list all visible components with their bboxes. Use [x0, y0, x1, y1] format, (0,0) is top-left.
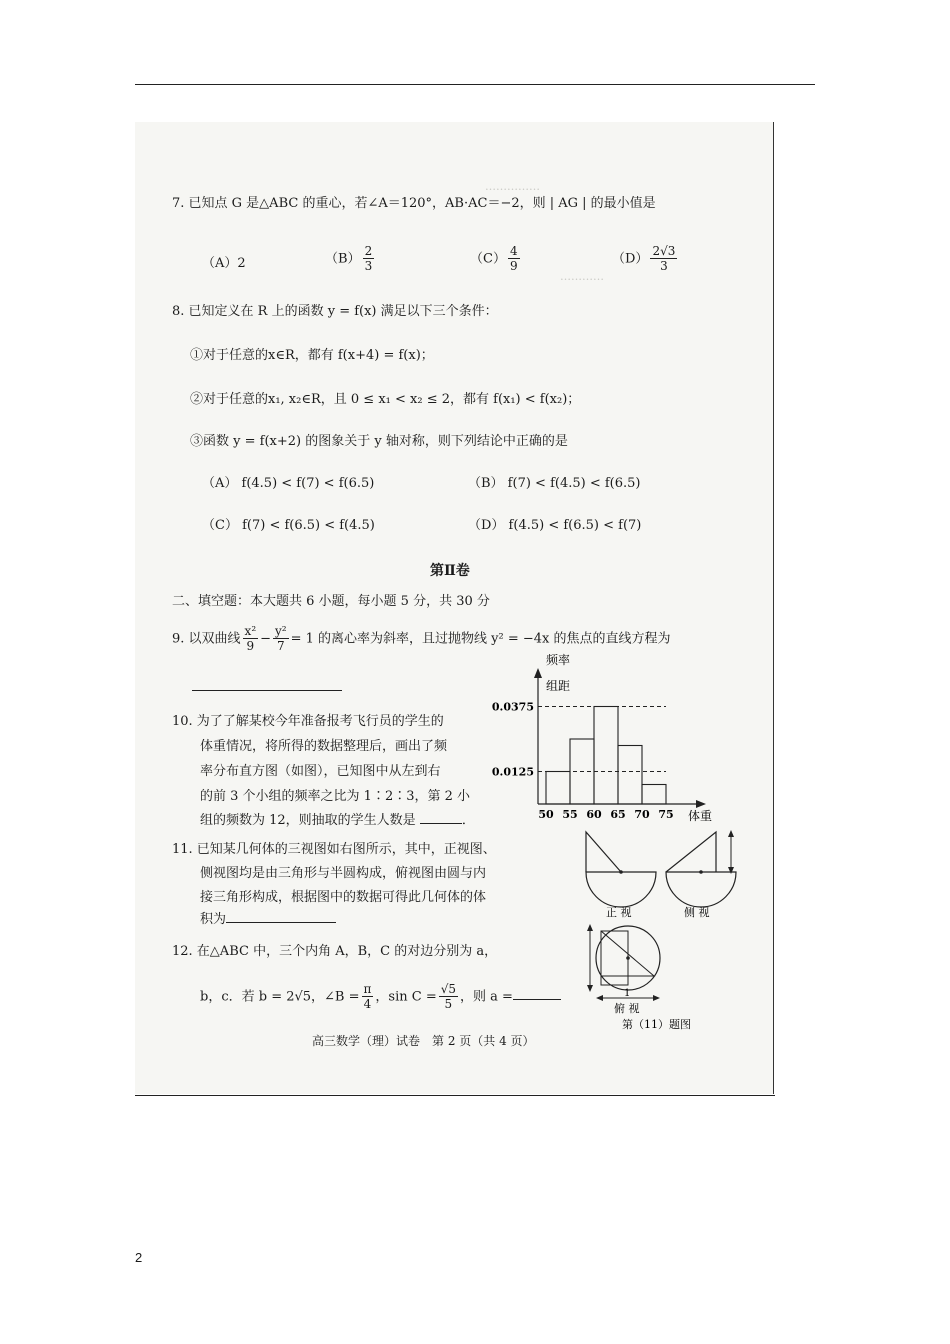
q7-option-a: （A）2: [202, 256, 246, 271]
q11-line-1: 11. 已知某几何体的三视图如右图所示，其中，正视图、: [172, 842, 496, 857]
histogram-x-tick-6: 75: [658, 808, 674, 821]
top-view-dimension: 1: [624, 988, 631, 999]
histogram-bar-3: [594, 707, 618, 805]
histogram-x-tick-5: 70: [634, 808, 650, 821]
q12-line-2: b，c．若 b = 2√5，∠B = $\frac{\pi}{4}$ ，sin C = $\frac{√5}{5}$ ，则 a =: [200, 982, 561, 1012]
q8-option-d: （D） f(4.5) < f(6.5) < f(7): [468, 518, 642, 533]
figure-caption: 第（11）题图: [622, 1018, 691, 1031]
three-views-figure: [576, 826, 746, 1034]
page-number: 2: [135, 1250, 143, 1265]
histogram-x-arrow: [696, 800, 706, 808]
histogram-y-arrow: [534, 668, 542, 678]
front-view: [586, 832, 656, 907]
q10-line-3: 率分布直方图（如图），已知图中从左到右: [200, 764, 441, 779]
q9-answer-blank: [192, 676, 342, 696]
frequency-histogram: [488, 652, 728, 832]
front-view-label: 正 视: [606, 906, 632, 919]
histogram-bar-4: [618, 746, 642, 805]
q8-option-b: （B） f(7) < f(4.5) < f(6.5): [468, 476, 641, 491]
histogram-bar-1: [546, 772, 570, 805]
scan-footer: 高三数学（理）试卷 第 2 页（共 4 页）: [312, 1034, 535, 1048]
q10-line-1: 10. 为了了解某校今年准备报考飞行员的学生的: [172, 714, 444, 729]
header-rule: [135, 84, 815, 85]
histogram-xlabel: 体重: [688, 809, 713, 823]
histogram-y-tick-2: 0.0125: [491, 765, 534, 779]
q11-line-3: 接三角形构成，根据图中的数据可得此几何体的体: [200, 890, 487, 905]
section-title: 第Ⅱ卷: [430, 563, 470, 579]
histogram-bar-5: [642, 785, 666, 805]
q10-line-2: 体重情况，将所得的数据整理后，画出了频: [200, 739, 448, 754]
top-view-label: 俯 视: [614, 1002, 640, 1015]
q7-option-c: （C） $\frac{4}{9}$: [470, 244, 518, 274]
q11-line-4: 积为: [200, 910, 336, 928]
side-view: [666, 830, 736, 907]
q10-line-4: 的前 3 个小组的频率之比为 1∶2∶3，第 2 小: [200, 789, 471, 804]
q7-option-b: （B） $\frac{2}{3}$: [325, 244, 373, 274]
q9-stem: 9. 以双曲线 $\frac{\text{x²}}{9}$ − $\frac{\text{y²}}{7}$ = 1 的离心率为斜率，且过抛物线 y² = −4x 的焦点的直线方程为: [172, 624, 671, 654]
bleed-through-text: …………: [560, 270, 604, 283]
q11-line-2: 侧视图均是由三角形与半圆构成，俯视图由圆与内: [200, 866, 487, 881]
q12-line-1: 12. 在△ABC 中，三个内角 A，B，C 的对边分别为 a，: [172, 944, 498, 959]
q8-condition-2: ②对于任意的x₁, x₂∈R，且 0 ≤ x₁ < x₂ ≤ 2，都有 f(x₁) < f(x₂)；: [190, 392, 581, 407]
histogram-y-tick-1: 0.0375: [491, 700, 534, 714]
histogram-x-tick-1: 50: [538, 808, 554, 821]
histogram-ylabel-top: 频率: [546, 653, 571, 667]
bleed-through-text: ……………: [485, 180, 540, 193]
q7-stem: 7. 已知点 G 是△ABC 的重心，若∠A＝120°，AB·AC＝−2，则 | AG | 的最小值是: [172, 196, 656, 211]
q8-stem: 8. 已知定义在 R 上的函数 y = f(x) 满足以下三个条件：: [172, 304, 498, 319]
q8-condition-3: ③函数 y = f(x+2) 的图象关于 y 轴对称，则下列结论中正确的是: [190, 434, 568, 449]
q10-line-5: 组的频数为 12，则抽取的学生人数是 ．: [200, 813, 475, 828]
histogram-x-tick-2: 55: [562, 808, 578, 821]
footer-rule: [135, 1095, 775, 1096]
q8-option-c: （C） f(7) < f(6.5) < f(4.5): [202, 518, 375, 533]
side-view-label: 侧 视: [684, 906, 710, 919]
section-instructions: 二、填空题：本大题共 6 小题，每小题 5 分，共 30 分: [172, 594, 490, 609]
q8-condition-1: ①对于任意的x∈R，都有 f(x+4) = f(x)；: [190, 348, 434, 363]
q7-option-d: （D） $\frac{2√3}{3}$: [612, 244, 676, 274]
histogram-x-tick-4: 65: [610, 808, 626, 821]
histogram-ylabel-bottom: 组距: [546, 679, 571, 693]
histogram-x-tick-3: 60: [586, 808, 602, 821]
q8-option-a: （A） f(4.5) < f(7) < f(6.5): [202, 476, 375, 491]
